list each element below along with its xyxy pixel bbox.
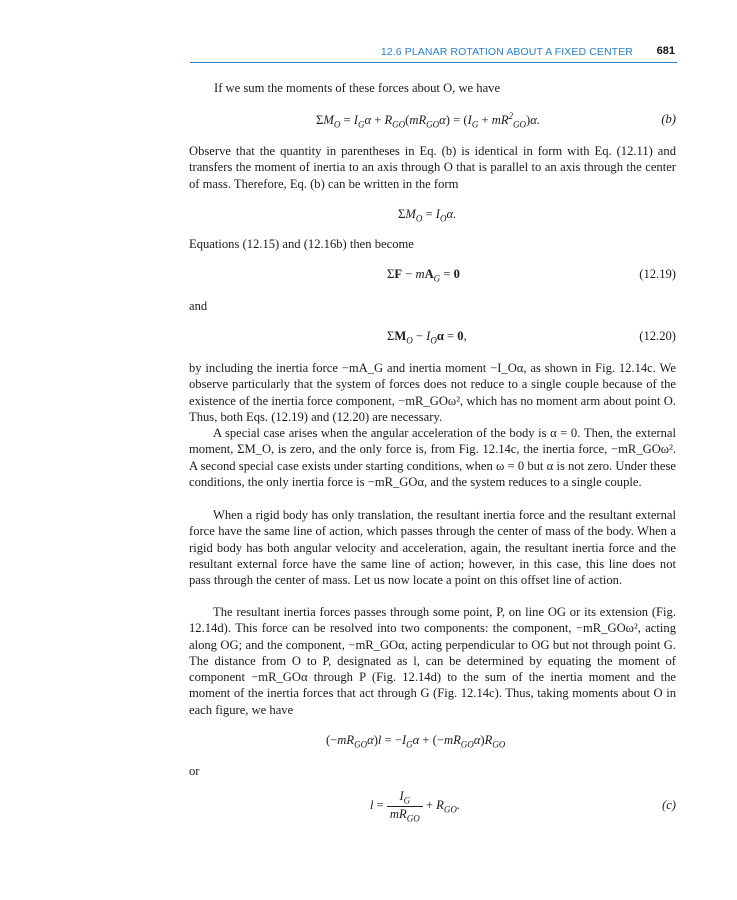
- equation-12-19-number: (12.19): [639, 267, 676, 281]
- paragraph-translation: When a rigid body has only translation, the resultant inertia force and the resultant external force have the same line of action, which passes through the center of mass of the body. When a rigid body has both angular velocity and acceleration, again, the resultant inertia force and the resultant external force have the same line of action; however, in this case, this line does not pass through the center of mass. Let us now locate a point on this offset line of action.: [189, 508, 676, 588]
- equation-c: l = $\frac{I_G}{mR_{GO}}$ + $R_{GO}$.: [370, 789, 460, 824]
- equation-b-number: (b): [661, 112, 676, 126]
- paragraph-special-case: A special case arises when the angular acceleration of the body is α = 0. Then, the external moment, ΣM_O, is zero, and the only force is, from Fig. 12.14c, the inertia force, −mR_GOω². A second special case exists under starting conditions, when ω = 0 but α is not zero. Under these conditions, the only inertia force is −mR_GOα, and the system reduces to a single couple.: [189, 426, 676, 489]
- equation-moments-about-o: $(-mR_{GO}\alpha)l = -I_G\alpha + (-mR_{GO}\alpha)R_{GO}$: [326, 733, 506, 750]
- equation-moment-io: $\Sigma M_O = I_O\alpha$.: [398, 207, 457, 224]
- paragraph-observe: Observe that the quantity in parentheses in Eq. (b) is identical in form with Eq. (12.11) and transfers the moment of inertia to an axis through O that is parallel to an axis through the center of mass. Therefore, Eq. (b) can be written in the form: [189, 144, 676, 191]
- equation-12-19: $\Sigma F - mA_G = 0$: [387, 267, 460, 284]
- running-header: [190, 44, 677, 63]
- paragraph-resultant: The resultant inertia forces passes through some point, P, on line OG or its extension (Fig. 12.14d). This force can be resolved into two components: the component, −mR_GOω², acting along OG; and the component, −mR_GOα, acting perpendicular to OG but not through point G. The distance from O to P, designated as l, can be determined by equating the moment of component −mR_GOα through P (Fig. 12.14d) to the sum of the inertia moment and the moment of the inertia forces that act through G (Fig. 12.14c). Thus, taking moments about O in each figure, we have: [189, 605, 676, 717]
- equation-12-20: $\Sigma M_O - I_O\alpha = 0$,: [387, 329, 467, 346]
- section-title: 12.6 PLANAR ROTATION ABOUT A FIXED CENTER: [380, 46, 633, 58]
- page-number: 681: [656, 45, 675, 57]
- equation-b: $\Sigma M_O = I_G\alpha + R_{GO}(mR_{GO}\alpha) = (I_G + mR^2_{GO})\alpha$.: [316, 111, 540, 130]
- word-and: and: [189, 299, 208, 313]
- word-or: or: [189, 764, 200, 778]
- equation-c-number: (c): [662, 798, 676, 812]
- paragraph-equations: Equations (12.15) and (12.16b) then become: [189, 237, 414, 251]
- paragraph-including: by including the inertia force −mA_G and inertia moment −I_Oα, as shown in Fig. 12.14c. We observe particularly that the system of forces does not reduce to a single couple because of the existence of the inertia force component, −mR_GOω², which has no moment arm about point O. Thus, both Eqs. (12.19) and (12.20) are necessary.: [189, 361, 676, 424]
- equation-12-20-number: (12.20): [639, 329, 676, 343]
- paragraph-intro: If we sum the moments of these forces about O, we have: [214, 81, 501, 95]
- fraction-ig-over-mrgo: $\frac{I_G}{mR_{GO}}$: [387, 789, 423, 823]
